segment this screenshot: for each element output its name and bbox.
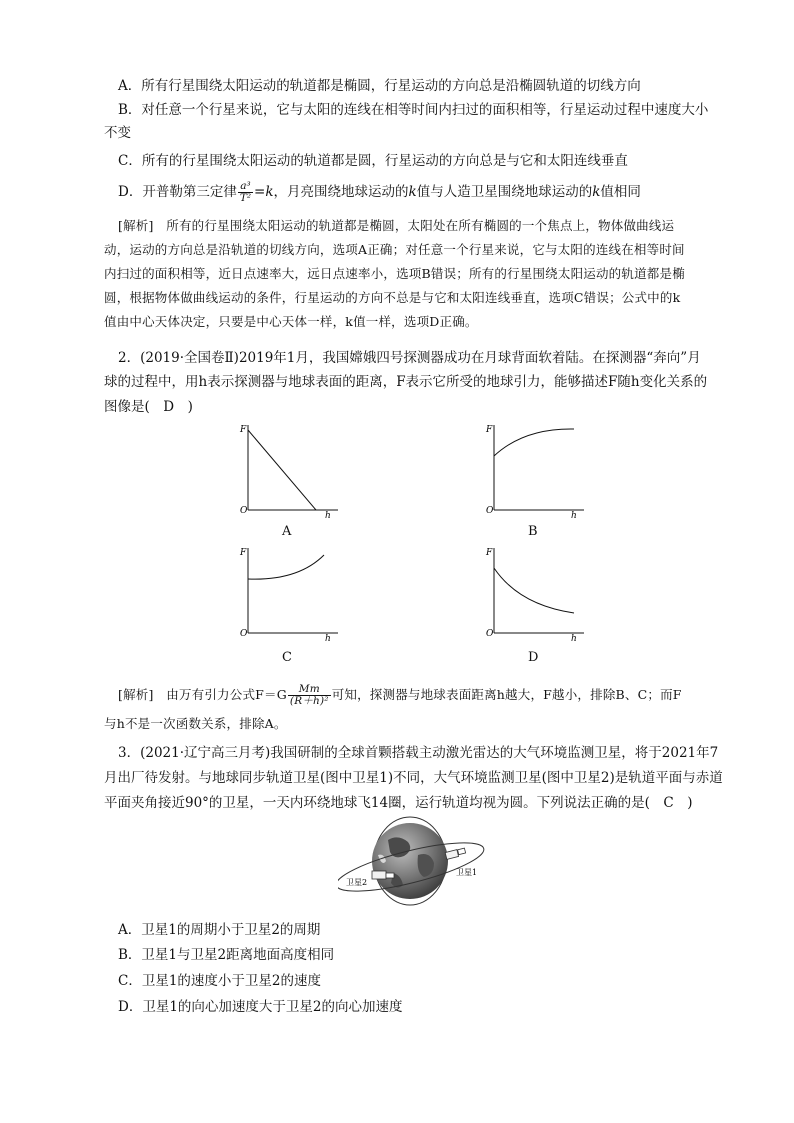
graph-c-y-label: F: [240, 548, 247, 558]
graph-b-origin: O: [486, 506, 494, 516]
q1-analysis-line: 圆，根据物体做曲线运动的条件，行星运动的方向不总是与它和太阳连线垂直，选项C错误；公式中的k: [104, 290, 681, 305]
q1-option-b-line2: 不变: [104, 125, 131, 141]
q2-stem-line: 球的过程中，用h表示探测器与地球表面的距离，F表示它所受的地球引力，能够描述F随h变化关系的: [104, 374, 708, 390]
q1-option-b-line1: B．对任意一个行星来说，它与太阳的连线在相等时间内扫过的面积相等，行星运动过程中速度大小: [118, 102, 709, 118]
graph-b-curve: [494, 429, 574, 456]
graph-d: [474, 543, 594, 643]
q1-analysis-line: 内扫过的面积相等，近日点速率大，远日点速率小，选项B错误；所有的行星围绕太阳运动的轨道都是椭: [104, 266, 685, 281]
graph-a-label: A: [282, 524, 292, 539]
q1-analysis-line: 值由中心天体决定，只要是中心天体一样，k值一样，选项D正确。: [104, 314, 478, 329]
q3-stem-line: 月出厂待发射。与地球同步轨道卫星(图中卫星1)不同，大气环境监测卫星(图中卫星2)是轨道平面与赤道: [104, 770, 723, 786]
graph-d-label: D: [528, 650, 539, 665]
q1-analysis-line: 动，运动的方向总是沿轨道的切线方向，选项A正确；对任意一个行星来说，它与太阳的连线在相等时间: [104, 242, 685, 257]
graph-d-y-label: F: [486, 548, 493, 558]
graph-b: [474, 420, 594, 520]
q3-stem-line: 平面夹角接近90°的卫星，一天内环绕地球飞14圈，运行轨道均视为圆。下列说法正确的是( C ): [104, 795, 693, 811]
graph-a-origin: O: [240, 506, 248, 516]
q2-analysis-line: 与h不是一次函数关系，排除A。: [104, 716, 287, 731]
graph-a-curve: [248, 430, 316, 510]
graph-a-x-label: h: [325, 511, 331, 520]
q3-option-b: B．卫星1与卫星2距离地面高度相同: [118, 947, 335, 963]
graph-d-x-label: h: [571, 634, 577, 643]
q3-option-a: A．卫星1的周期小于卫星2的周期: [118, 922, 321, 938]
q1-option-c: C．所有的行星围绕太阳运动的轨道都是圆，行星运动的方向总是与它和太阳连线垂直: [118, 153, 628, 169]
q1-analysis-line: [解析] 所有的行星围绕太阳运动的轨道都是椭圆，太阳处在所有椭圆的一个焦点上，物体做曲线运: [118, 218, 675, 233]
earth-satellite-figure: [338, 815, 498, 907]
q3-option-d: D．卫星1的向心加速度大于卫星2的向心加速度: [118, 999, 403, 1015]
graph-c-x-label: h: [325, 634, 331, 643]
q2-analysis-line: [解析] 由万有引力公式F＝G $\frac{Mm}{\text{(R＋h)²}}$ 可知，探测器与地球表面距离h越大，F越小，排除B、C；而F: [118, 683, 682, 707]
gravity-formula-fraction: $\frac{Mm}{\text{(R＋h)²}}$: [289, 683, 329, 707]
graph-d-curve: [494, 568, 574, 613]
q1-option-a: A．所有行星围绕太阳运动的轨道都是椭圆，行星运动的方向总是沿椭圆轨道的切线方向: [118, 78, 641, 94]
kepler-fraction: $\frac{\text{a³}}{\text{T²}}$: [239, 180, 252, 204]
graph-c-curve: [248, 555, 324, 579]
satellite-1-icon: [445, 848, 465, 859]
graph-d-origin: O: [486, 629, 494, 639]
satellite-2-label: 卫星2: [346, 878, 368, 887]
graph-a: [228, 420, 348, 520]
q3-stem-line: 3．(2021·辽宁高三月考)我国研制的全球首颗搭载主动激光雷达的大气环境监测卫星，将于2021年7: [118, 745, 719, 761]
graph-b-y-label: F: [486, 425, 493, 435]
graph-b-x-label: h: [571, 511, 577, 520]
graph-b-label: B: [528, 524, 538, 539]
q2-stem-line: 2．(2019·全国卷Ⅱ)2019年1月，我国嫦娥四号探测器成功在月球背面软着陆。在探测器“奔向”月: [118, 350, 701, 366]
graph-c-origin: O: [240, 629, 248, 639]
q1-option-d: D．开普勒第三定律 $\frac{\text{a³}}{\text{T²}}$ =k，月亮围绕地球运动的k值与人造卫星围绕地球运动的k值相同: [118, 180, 641, 204]
graph-a-y-label: F: [240, 425, 247, 435]
graph-c-label: C: [282, 650, 292, 665]
q2-stem-line: 图像是( D ): [104, 399, 193, 415]
q3-option-c: C．卫星1的速度小于卫星2的速度: [118, 973, 322, 989]
graph-c: [228, 543, 348, 643]
satellite-1-label: 卫星1: [456, 868, 478, 877]
